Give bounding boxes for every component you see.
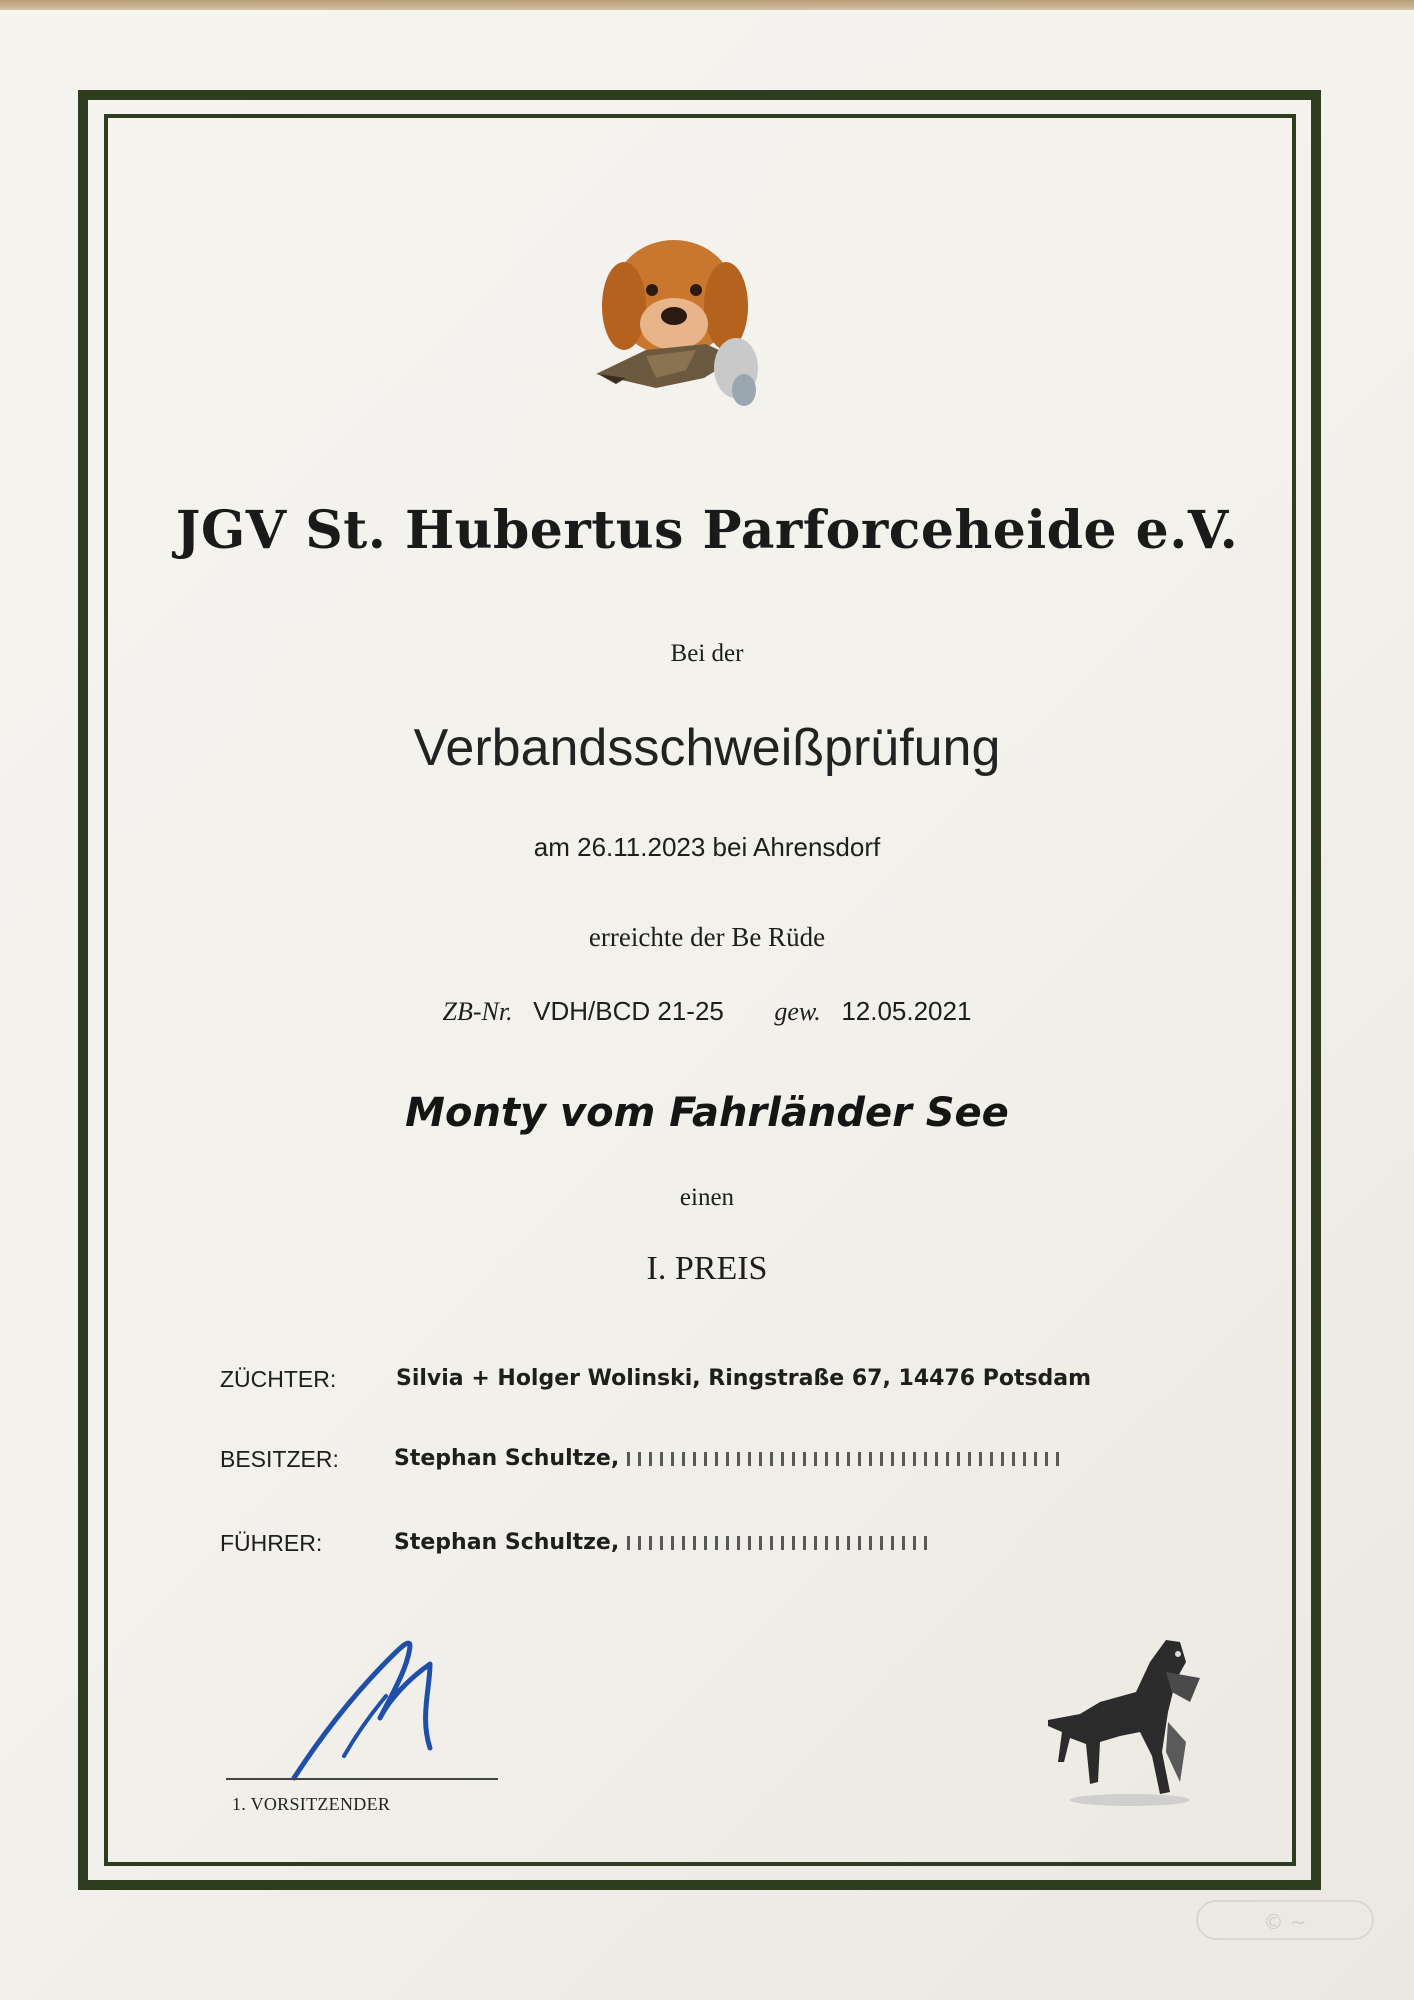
handler-value-wrap: [394, 1530, 927, 1555]
born-label: gew.: [774, 997, 821, 1026]
handwritten-signature: [280, 1628, 480, 1788]
exam-name: Verbandsschweißprüfung: [413, 719, 1001, 777]
registration-line: [0, 996, 1414, 1027]
born-value: 12.05.2021: [841, 996, 972, 1026]
breeder-value: Silvia + Holger Wolinski, Ringstraße 67, 14476 Potsdam: [396, 1366, 1092, 1391]
dog-name: Monty vom Fahrländer See: [405, 1090, 1009, 1136]
a-word: einen: [679, 1184, 735, 1211]
owner-value: Stephan Schultze,: [394, 1446, 620, 1471]
handler-label: FÜHRER:: [220, 1530, 323, 1556]
owner-label: BESITZER:: [220, 1446, 339, 1472]
club-name: JGV St. Hubertus Parforceheide e.V.: [175, 500, 1239, 561]
achieved-by: erreichte der Be Rüde: [588, 922, 826, 952]
redacted-text: [627, 1452, 1067, 1466]
handler-value: Stephan Schultze,: [394, 1530, 620, 1555]
intro-text: Bei der: [670, 640, 744, 667]
watermark-stamp: © ~: [1196, 1900, 1374, 1940]
breeder-label: ZÜCHTER:: [220, 1366, 337, 1392]
hunting-dog-with-game-icon: [1040, 1632, 1210, 1812]
date-place: am 26.11.2023 bei Ahrensdorf: [533, 832, 881, 862]
redacted-text: [627, 1536, 927, 1550]
owner-value-wrap: [394, 1446, 1067, 1471]
signature-line: [226, 1778, 498, 1780]
prize: I. PREIS: [646, 1250, 768, 1287]
retriever-with-duck-icon: [586, 228, 786, 414]
zb-value: VDH/BCD 21-25: [533, 996, 724, 1026]
zb-label: ZB-Nr.: [442, 997, 513, 1026]
signature-role: 1. VORSITZENDER: [232, 1794, 391, 1814]
